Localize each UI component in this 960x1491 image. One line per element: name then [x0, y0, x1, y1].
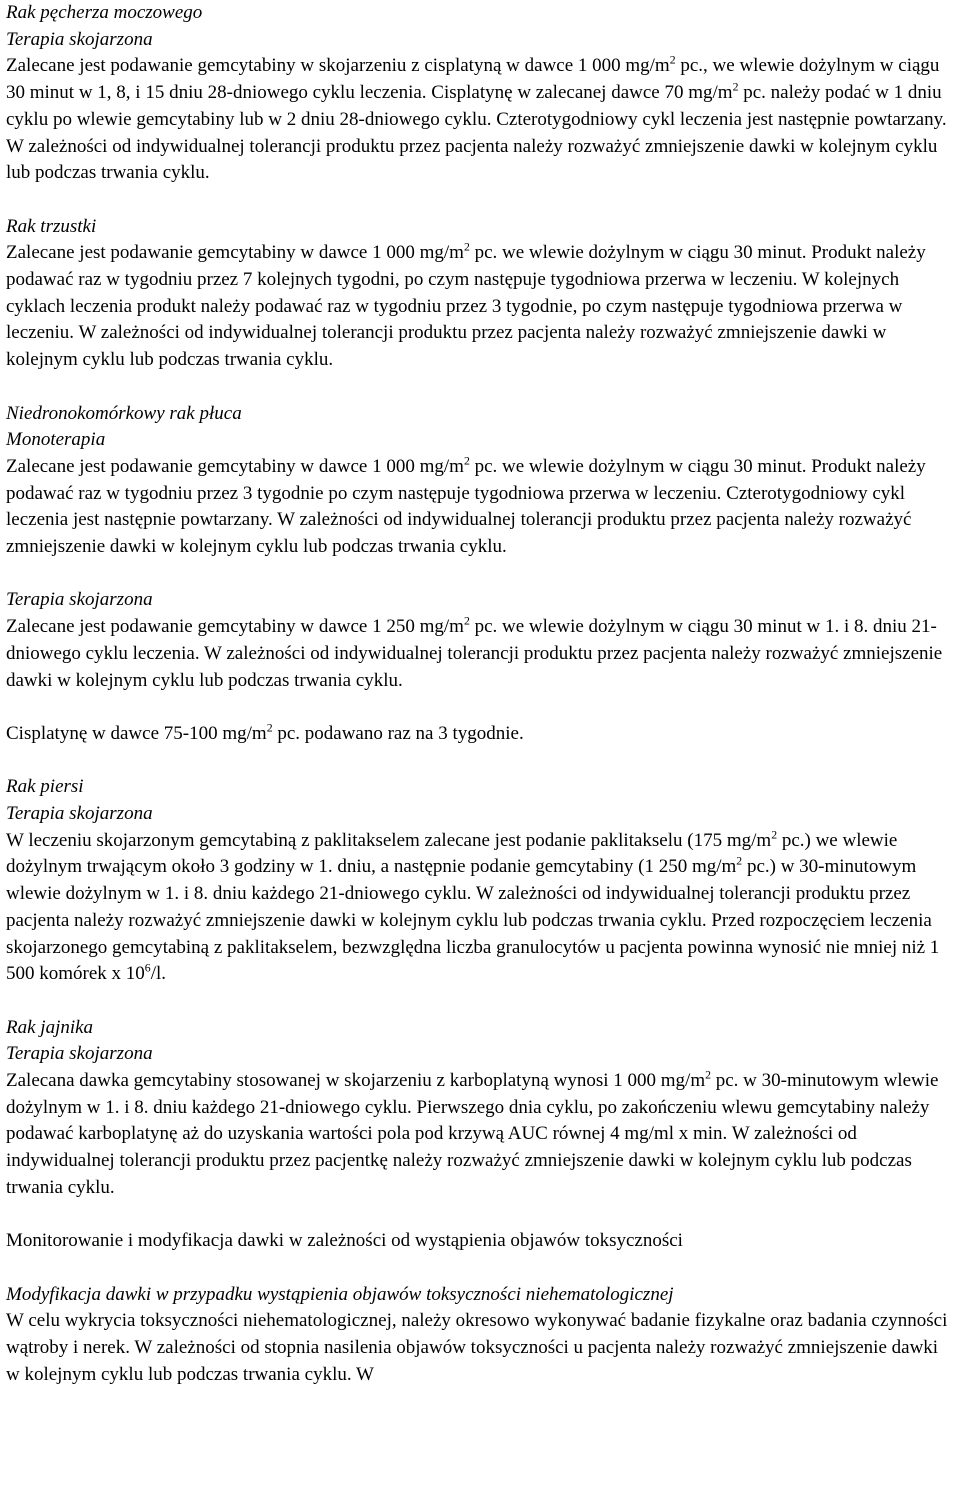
superscript: 6: [144, 961, 151, 975]
section-subheading: Terapia skojarzona: [6, 1043, 153, 1065]
text-run: Zalecane jest podawanie gemcytabiny w dawce 1 250 mg/m: [6, 616, 464, 638]
paragraph: [6, 1308, 956, 1388]
section-subheading: Terapia skojarzona: [6, 803, 153, 825]
text-run: pc. w 30-minutowym wlewie dożylnym w 1. i 8. dniu każdego 21-dniowego cyklu. Pierwszego dnia cyklu, po zakończeniu wlewu gemcytabiny należy podawać karboplatynę aż do uzyskania wartości pola pod krzywą AUC równej 4 mg/ml x min. W zależności od indywidualnej tolerancji produktu przez pacjentkę należy rozważyć zmniejszenie dawki w kolejnym cyklu lub podczas trwania cyklu.: [6, 1070, 939, 1198]
text-run: pc. we wlewie dożylnym w ciągu 30 minut. Produkt należy podawać raz w tygodniu przez 7 kolejnych tygodni, po czym następuje tygodniowa przerwa w leczeniu. W kolejnych cyklach leczenia produkt należy podawać raz w tygodniu przez 3 tygodnie, po czym następuje tygodniowa przerwa w leczeniu. W zależności od indywidualnej tolerancji produktu przez pacjenta należy rozważyć zmniejszenie dawki w kolejnym cyklu lub podczas trwania cyklu.: [6, 242, 926, 371]
paragraph: [6, 828, 956, 988]
text-run: pc. we wlewie dożylnym w ciągu 30 minut w 1. i 8. dniu 21-dniowego cyklu leczenia. W zależności od indywidualnej tolerancji produktu przez pacjenta należy rozważyć zmniejszenie dawki w kolejnym cyklu lub podczas trwania cyklu.: [6, 616, 943, 691]
section-heading: Terapia skojarzona: [6, 589, 153, 611]
text-run: W celu wykrycia toksyczności niehematologicznej, należy okresowo wykonywać badanie fizykalne oraz badania czynności wątroby i nerek. W zależności od stopnia nasilenia objawów toksyczności u pacjenta należy rozważyć zmniejszenie dawki w kolejnym cyklu lub podczas trwania cyklu. W: [6, 1310, 948, 1385]
text-run: Cisplatynę w dawce 75-100 mg/m: [6, 722, 267, 744]
section-heading: Rak jajnika: [6, 1016, 94, 1038]
superscript: 2: [705, 1068, 711, 1082]
paragraph: [6, 53, 956, 187]
text-run: pc. podawano raz na 3 tygodnie.: [272, 722, 524, 744]
superscript: 2: [732, 80, 739, 94]
paragraph: [6, 240, 956, 374]
section: [6, 401, 956, 561]
section: [6, 0, 956, 187]
paragraph: [6, 454, 956, 561]
text-run: Zalecane jest podawanie gemcytabiny w dawce 1 000 mg/m: [6, 242, 464, 264]
text-run: pc., we wlewie dożylnym w ciągu 30 minut w 1, 8, i 15 dniu 28-dniowego cyklu leczenia. Cisplatynę w zalecanej dawce 70 mg/m: [6, 55, 940, 104]
section-heading: Rak trzustki: [6, 215, 97, 237]
text-run: Zalecana dawka gemcytabiny stosowanej w skojarzeniu z karboplatyną wynosi 1 000 mg/m: [6, 1070, 706, 1092]
paragraph: [6, 721, 956, 748]
text-run: pc. należy podać w 1 dniu cyklu po wlewie gemcytabiny lub w 2 dniu 28-dniowego cyklu. Czterotygodniowy cykl leczenia jest następnie powtarzany. W zależności od indywidualnej tolerancji produktu przez pacjenta należy rozważyć zmniejszenie dawki w kolejnym cyklu lub podczas trwania cyklu.: [6, 82, 947, 184]
superscript: 2: [266, 721, 273, 735]
paragraph: [6, 1068, 956, 1202]
text-run: Zalecane jest podawanie gemcytabiny w dawce 1 000 mg/m: [6, 455, 464, 477]
section-subheading: Terapia skojarzona: [6, 28, 153, 50]
text-run: pc.) w 30-minutowym wlewie dożylnym w 1. i 8. dniu każdego 21-dniowego cyklu. W zależności od indywidualnej tolerancji produktu przez pacjenta należy rozważyć zmniejszenie dawki w kolejnym cyklu lub podczas trwania cyklu. Przed rozpoczęciem leczenia skojarzonego gemcytabiną z paklitakselem, bezwzględna liczba granulocytów u pacjenta powinna wynosić nie mniej niż 1 500 komórek x 10: [6, 856, 940, 985]
section-heading: Rak piersi: [6, 776, 84, 798]
superscript: 2: [736, 855, 743, 869]
text-run: pc.) we wlewie dożylnym trwającym około 3 godziny w 1. dniu, a następnie podanie gemcytabiny (1 250 mg/m: [6, 829, 898, 878]
text-run: /l.: [150, 963, 166, 985]
section-subheading: Monoterapia: [6, 429, 106, 451]
paragraph: [6, 614, 956, 694]
superscript: 2: [771, 828, 778, 842]
text-run: W leczeniu skojarzonym gemcytabiną z paklitakselem zalecane jest podanie paklitakselu (175 mg/m: [6, 829, 772, 851]
section: [6, 587, 956, 747]
superscript: 2: [463, 241, 470, 255]
section: [6, 214, 956, 374]
section-heading: Rak pęcherza moczowego: [6, 2, 203, 23]
document-body: [6, 0, 956, 1388]
superscript: 2: [463, 614, 470, 628]
text-run: Zalecane jest podawanie gemcytabiny w skojarzeniu z cisplatyną w dawce 1 000 mg/m: [6, 55, 670, 77]
section: [6, 1228, 956, 1255]
section-heading: Niedronokomórkowy rak płuca: [6, 402, 242, 424]
section: [6, 1282, 956, 1389]
superscript: 2: [463, 454, 470, 468]
section: [6, 1015, 956, 1202]
text-run: pc. we wlewie dożylnym w ciągu 30 minut. Produkt należy podawać raz w tygodniu przez 3 tygodnie po czym następuje tygodniowa przerwa w leczeniu. Czterotygodniowy cykl leczenia jest następnie powtarzany. W zależności od indywidualnej tolerancji produktu przez pacjenta należy rozważyć zmniejszenie dawki w kolejnym cyklu lub podczas trwania cyklu.: [6, 455, 926, 558]
section-heading: Modyfikacja dawki w przypadku wystąpienia objawów toksyczności niehematologicznej: [6, 1283, 674, 1305]
superscript: 2: [669, 54, 676, 68]
section: [6, 774, 956, 988]
section-heading: Monitorowanie i modyfikacja dawki w zależności od wystąpienia objawów toksyczności: [6, 1230, 683, 1252]
